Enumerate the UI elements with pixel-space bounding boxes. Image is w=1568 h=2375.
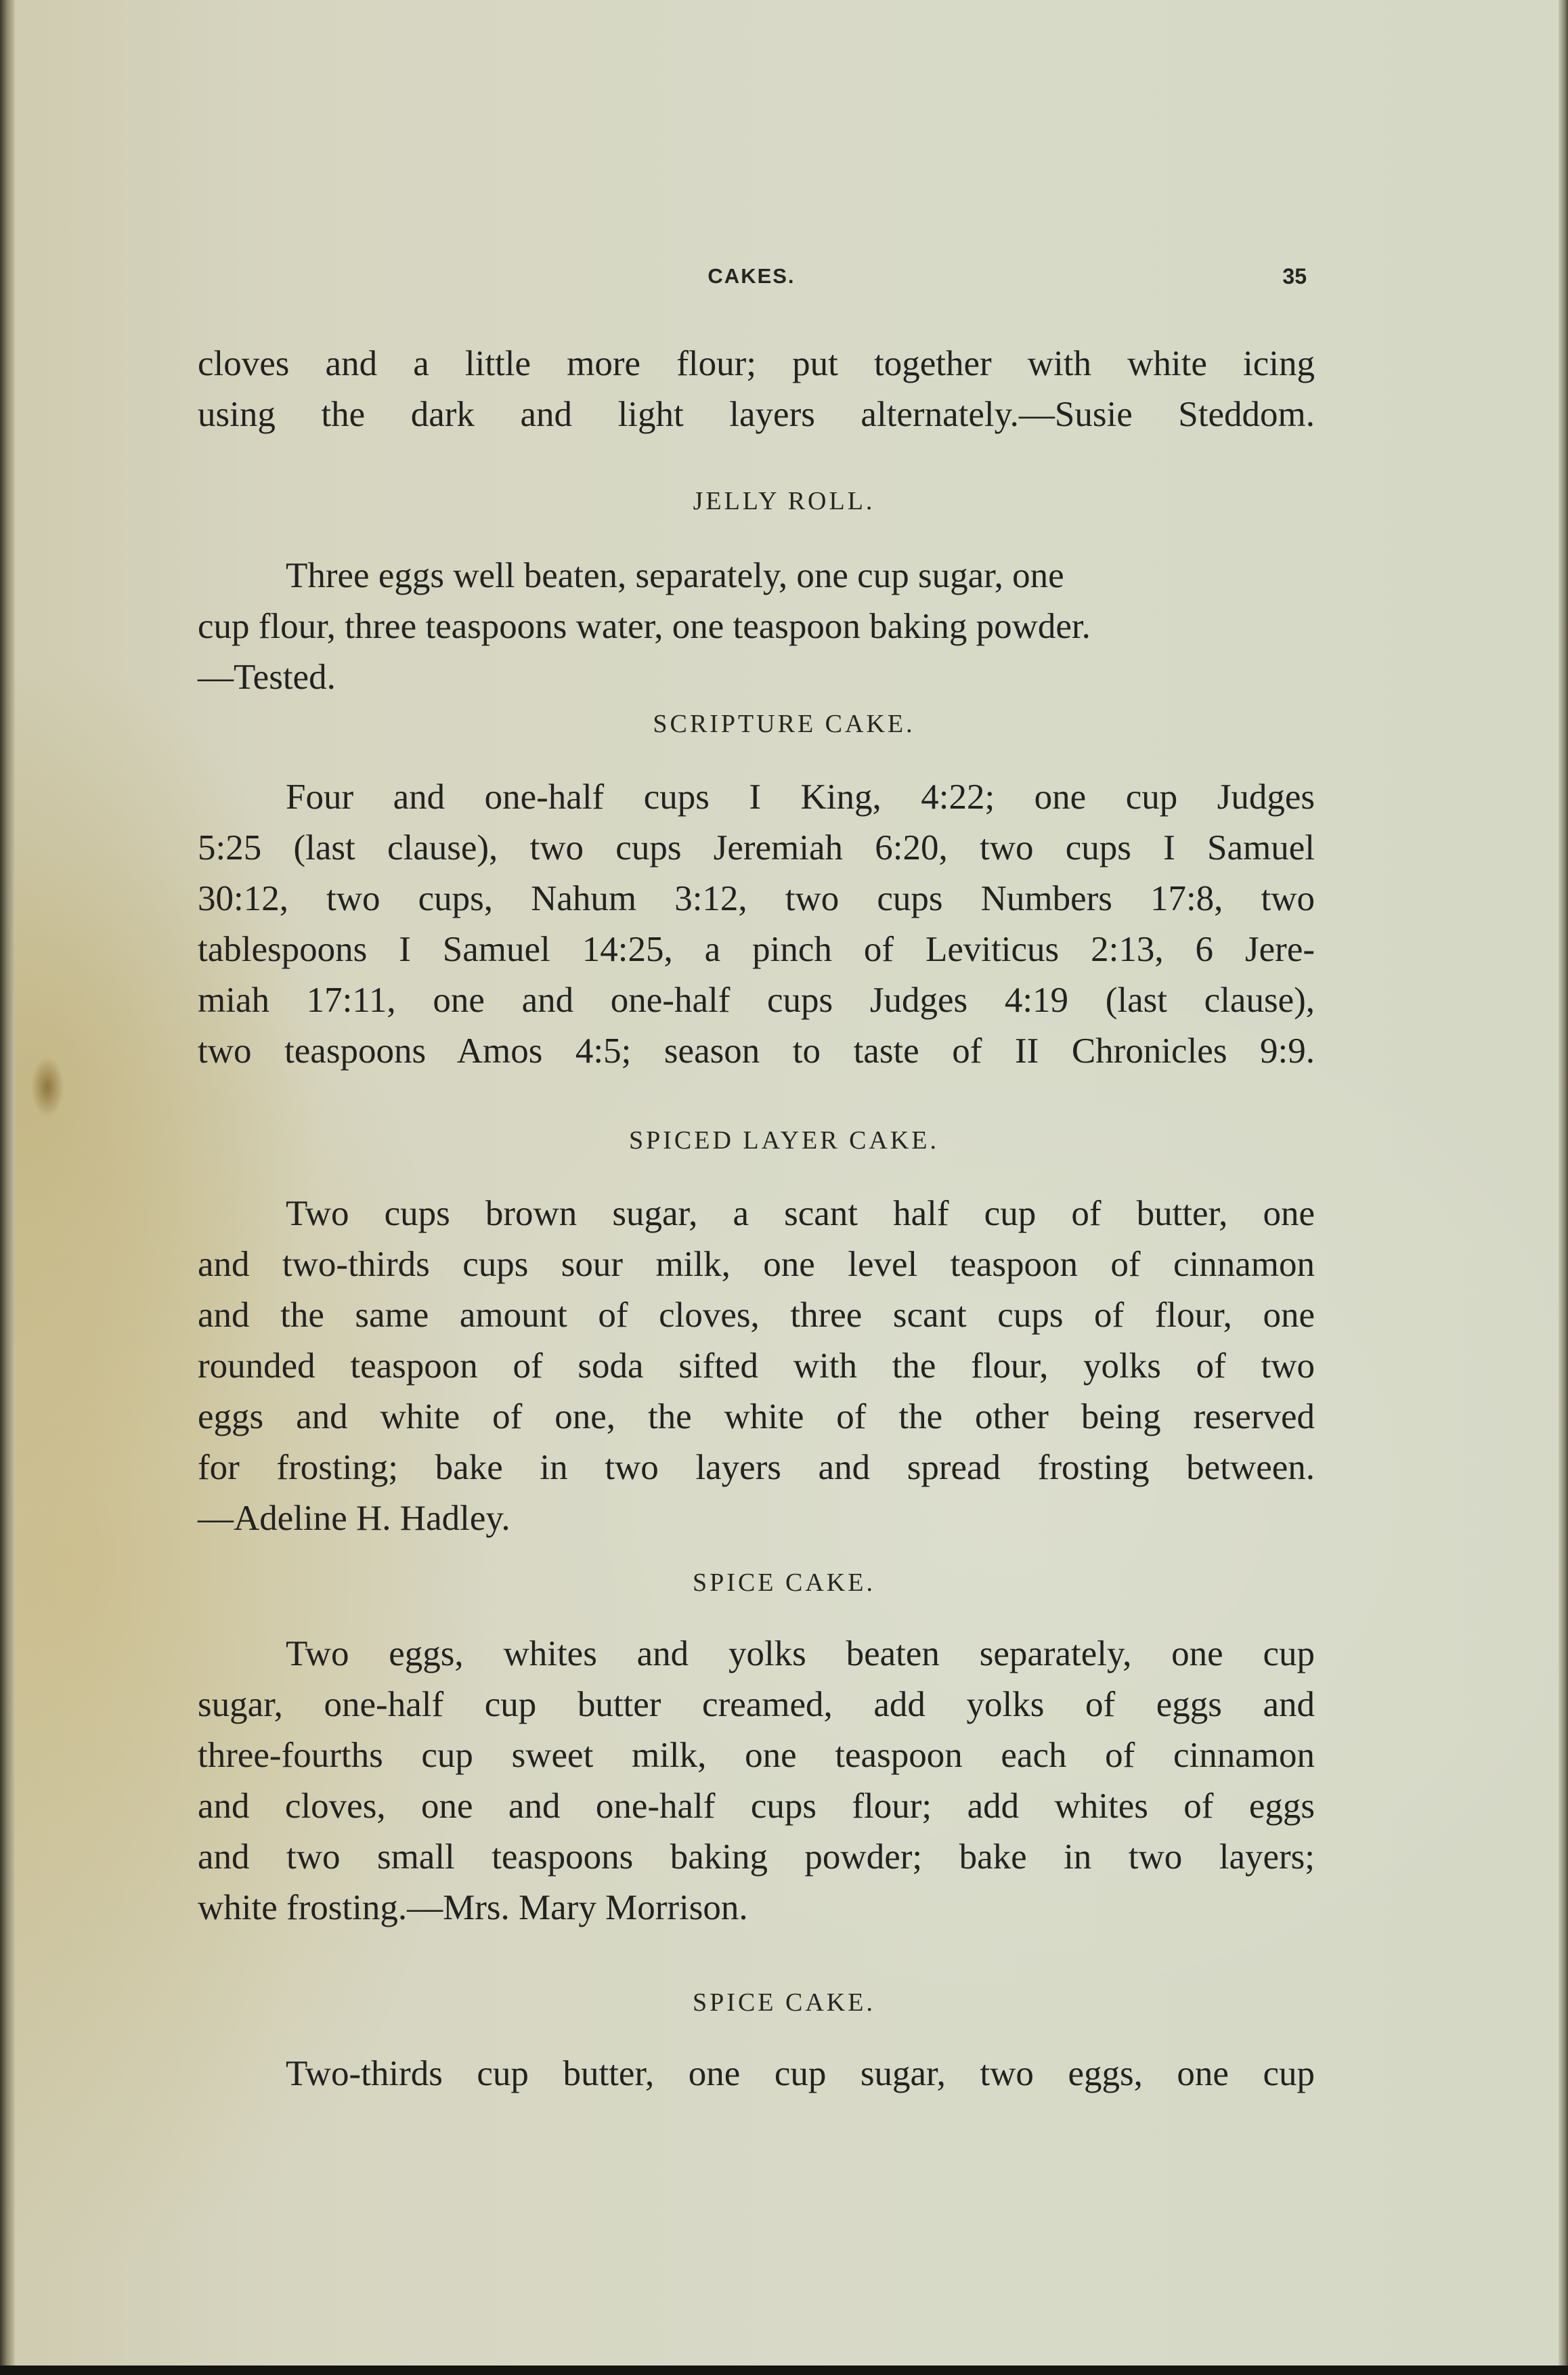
attribution: white frosting.—Mrs. Mary Morrison. bbox=[198, 1888, 748, 1927]
text-line: cloves and a little more flour; put together with white icing bbox=[198, 344, 1315, 383]
text-line: and two-thirds cups sour milk, one level teaspoon of cinnamon bbox=[198, 1245, 1315, 1284]
page-bottom-edge bbox=[0, 2366, 1568, 2375]
page-right-edge bbox=[1559, 0, 1568, 2375]
text-line: Three eggs well beaten, separately, one cup sugar, one bbox=[286, 556, 1064, 595]
recipe-body-jelly-roll bbox=[198, 551, 1315, 703]
text-line: and cloves, one and one-half cups flour; add whites of eggs bbox=[198, 1786, 1315, 1826]
text-line: Two eggs, whites and yolks beaten separately, one cup bbox=[286, 1634, 1315, 1673]
text-line: three-fourths cup sweet milk, one teaspoon each of cinnamon bbox=[198, 1736, 1315, 1775]
attribution: —Adeline H. Hadley. bbox=[198, 1499, 510, 1538]
attribution: —Tested. bbox=[198, 658, 336, 697]
text-line: cup flour, three teaspoons water, one teaspoon baking powder. bbox=[198, 607, 1091, 646]
text-line: two teaspoons Amos 4:5; season to taste of II Chronicles 9:9. bbox=[198, 1031, 1315, 1071]
text-line: eggs and white of one, the white of the other being reserved bbox=[198, 1397, 1315, 1436]
text-line: using the dark and light layers alternately.—Susie Steddom. bbox=[198, 395, 1315, 434]
page-number: 35 bbox=[1282, 264, 1307, 288]
recipe-body-spice-cake bbox=[198, 1629, 1315, 1933]
text-line: 5:25 (last clause), two cups Jeremiah 6:20, two cups I Samuel bbox=[198, 828, 1315, 868]
recipe-title-jelly-roll: JELLY ROLL. bbox=[693, 487, 875, 515]
page-left-edge bbox=[0, 0, 15, 2375]
recipe-body-spiced-layer-cake bbox=[198, 1189, 1315, 1544]
text-line: and the same amount of cloves, three scant cups of flour, one bbox=[198, 1296, 1315, 1335]
text-line: 30:12, two cups, Nahum 3:12, two cups Numbers 17:8, two bbox=[198, 879, 1315, 918]
text-line: tablespoons I Samuel 14:25, a pinch of Leviticus 2:13, 6 Jere- bbox=[198, 930, 1315, 969]
recipe-body-scripture-cake bbox=[198, 772, 1315, 1077]
continuation-paragraph bbox=[198, 339, 1315, 440]
page-header bbox=[196, 264, 1307, 298]
text-line: for frosting; bake in two layers and spread frosting between. bbox=[198, 1448, 1315, 1487]
text-line: Four and one-half cups I King, 4:22; one cup Judges bbox=[286, 777, 1315, 817]
recipe-title-scripture-cake: SCRIPTURE CAKE. bbox=[653, 710, 915, 738]
text-line: Two-thirds cup butter, one cup sugar, two eggs, one cup bbox=[286, 2054, 1315, 2093]
recipe-title-spice-cake-2: SPICE CAKE. bbox=[693, 1988, 875, 2017]
text-line: rounded teaspoon of soda sifted with the flour, yolks of two bbox=[198, 1346, 1315, 1386]
text-line: miah 17:11, one and one-half cups Judges 4:19 (last clause), bbox=[198, 981, 1315, 1020]
recipe-title-spice-cake: SPICE CAKE. bbox=[693, 1568, 875, 1597]
text-line: sugar, one-half cup butter creamed, add yolks of eggs and bbox=[198, 1685, 1315, 1724]
text-line: and two small teaspoons baking powder; bake in two layers; bbox=[198, 1837, 1315, 1877]
running-head: CAKES. bbox=[707, 264, 796, 288]
recipe-title-spiced-layer-cake: SPICED LAYER CAKE. bbox=[628, 1126, 940, 1155]
recipe-body-spice-cake-2 bbox=[198, 2049, 1315, 2099]
paper-stain bbox=[27, 1050, 68, 1124]
text-line: Two cups brown sugar, a scant half cup of butter, one bbox=[286, 1194, 1315, 1233]
